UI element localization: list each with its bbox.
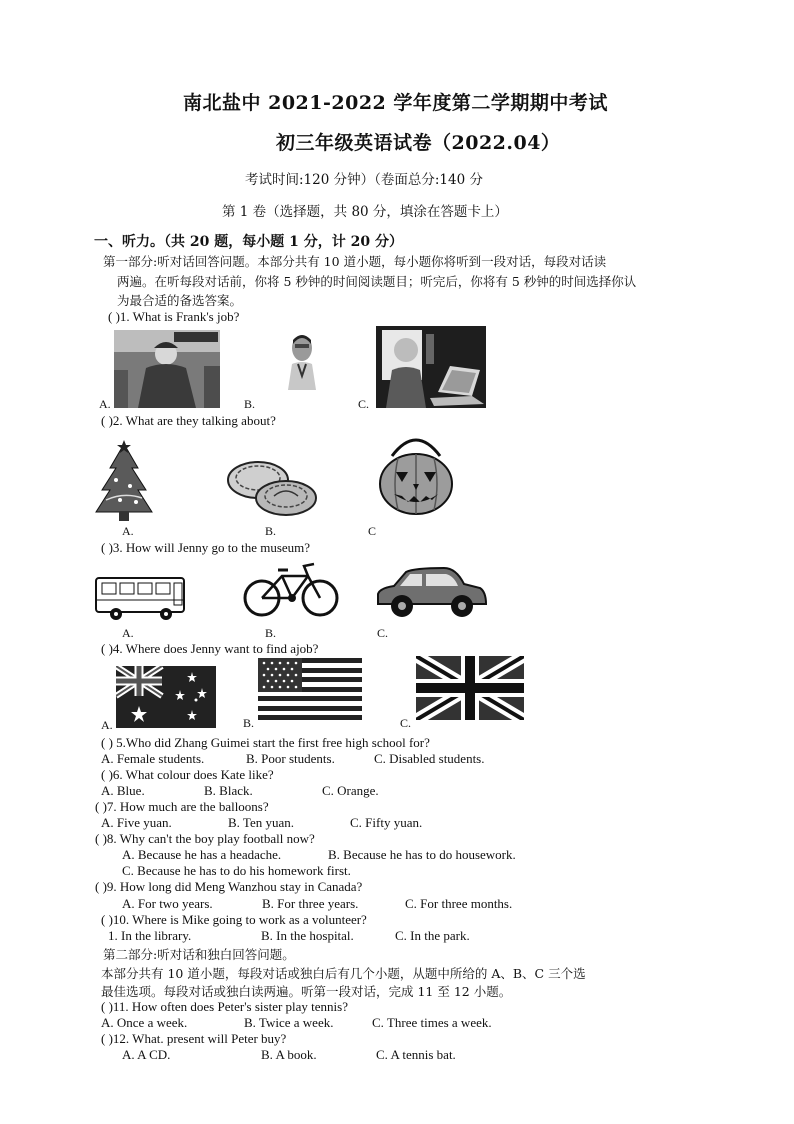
question-11: ( )11. How often does Peter's sister play tennis?	[101, 999, 348, 1014]
q4-option-a: A.	[101, 718, 113, 732]
mooncake-icon[interactable]	[224, 456, 320, 518]
section-heading: 一、听力。（共 20 题，每小题 1 分，计 20 分）	[94, 234, 403, 250]
question-9: ( )9. How long did Meng Wanzhou stay in Canada?	[95, 879, 363, 894]
q4-option-c: C.	[400, 716, 412, 730]
question-2: ( )2. What are they talking about?	[101, 413, 276, 428]
exam-subtitle: 初三年级英语试卷（2022.04）	[276, 132, 561, 154]
part2-intro-2: 最佳选项。每段对话或独白读两遍。听第一段对话，完成 11 至 12 小题。	[101, 984, 512, 999]
q1-option-c: C.	[358, 397, 370, 411]
q1-option-a: A.	[99, 397, 111, 411]
q11-option-c: C. Three times a week.	[372, 1015, 492, 1030]
question-5: ( ) 5.Who did Zhang Guimei start the first free high school for?	[101, 735, 430, 750]
q4-option-b: B.	[243, 716, 255, 730]
question-10: ( )10. Where is Mike going to work as a volunteer?	[101, 912, 367, 927]
bus-icon[interactable]	[94, 574, 188, 622]
q11-option-b: B. Twice a week.	[244, 1015, 334, 1030]
q6-option-b: B. Black.	[204, 783, 253, 798]
q10-option-a: 1. In the library.	[108, 928, 192, 943]
q11-option-a: A. Once a week.	[101, 1015, 188, 1030]
programmer-photo[interactable]	[376, 326, 486, 408]
car-icon[interactable]	[374, 566, 488, 618]
q10-option-b: B. In the hospital.	[261, 928, 354, 943]
exam-title: 南北盐中 2021-2022 学年度第二学期期中考试	[183, 92, 608, 114]
doctor-photo[interactable]	[282, 330, 322, 390]
q1-option-b: B.	[244, 397, 256, 411]
exam-info: 考试时间:120 分钟）（卷面总分:140 分	[245, 172, 483, 188]
q9-option-c: C. For three months.	[405, 896, 513, 911]
question-12: ( )12. What. present will Peter buy?	[101, 1031, 287, 1046]
q9-option-a: A. For two years.	[122, 896, 213, 911]
uk-flag-icon[interactable]	[416, 656, 524, 720]
question-7: ( )7. How much are the balloons?	[95, 799, 269, 814]
q2-option-b: B.	[265, 524, 277, 538]
part2-intro-1: 本部分共有 10 道小题，每段对话或独白后有几个小题，从题中所给的 A、B、C 三个选	[101, 966, 586, 981]
q5-option-c: C. Disabled students.	[374, 751, 485, 766]
q5-option-a: A. Female students.	[101, 751, 205, 766]
question-4: ( )4. Where does Jenny want to find ajob?	[101, 641, 319, 656]
q9-option-b: B. For three years.	[262, 896, 359, 911]
q8-option-a: A. Because he has a headache.	[122, 847, 282, 862]
q3-option-a: A.	[122, 626, 134, 640]
q8-option-c: C. Because he has to do his homework first.	[122, 863, 351, 878]
soldier-photo[interactable]	[114, 330, 220, 408]
volume-note: 第 1 卷（选择题，共 80 分，填涂在答题卡上）	[222, 204, 508, 220]
part1-intro-1: 第一部分:听对话回答问题。本部分共有 10 道小题，每小题你将听到一段对话，每段对话读	[103, 254, 607, 269]
q12-option-b: B. A book.	[261, 1047, 317, 1062]
q7-option-c: C. Fifty yuan.	[350, 815, 423, 830]
part1-intro-3: 为最合适的备选答案。	[117, 293, 243, 308]
q3-option-c: C.	[377, 626, 389, 640]
q8-option-b: B. Because he has to do housework.	[328, 847, 516, 862]
question-6: ( )6. What colour does Kate like?	[101, 767, 274, 782]
question-3: ( )3. How will Jenny go to the museum?	[101, 540, 311, 555]
q12-option-a: A. A CD.	[122, 1047, 171, 1062]
usa-flag-icon[interactable]	[258, 658, 362, 720]
question-8: ( )8. Why can't the boy play football now?	[95, 831, 315, 846]
q2-option-c: C	[368, 524, 377, 538]
q5-option-b: B. Poor students.	[246, 751, 335, 766]
q6-option-a: A. Blue.	[101, 783, 145, 798]
part1-intro-2: 两遍。在听每段对话前，你将 5 秒钟的时间阅读题目；听完后，你将有 5 秒钟的时间选择你认	[117, 274, 637, 289]
q12-option-c: C. A tennis bat.	[376, 1047, 456, 1062]
question-1: ( )1. What is Frank's job?	[108, 309, 240, 324]
christmas-tree-icon[interactable]	[94, 440, 154, 522]
q7-option-a: A. Five yuan.	[101, 815, 172, 830]
q6-option-c: C. Orange.	[322, 783, 379, 798]
australia-flag-icon[interactable]	[116, 666, 216, 728]
q2-option-a: A.	[122, 524, 134, 538]
q3-option-b: B.	[265, 626, 277, 640]
q10-option-c: C. In the park.	[395, 928, 470, 943]
pumpkin-lantern-icon[interactable]	[376, 430, 456, 516]
part2-heading: 第二部分:听对话和独白回答问题。	[103, 947, 295, 962]
q7-option-b: B. Ten yuan.	[228, 815, 295, 830]
bicycle-icon[interactable]	[242, 560, 340, 618]
